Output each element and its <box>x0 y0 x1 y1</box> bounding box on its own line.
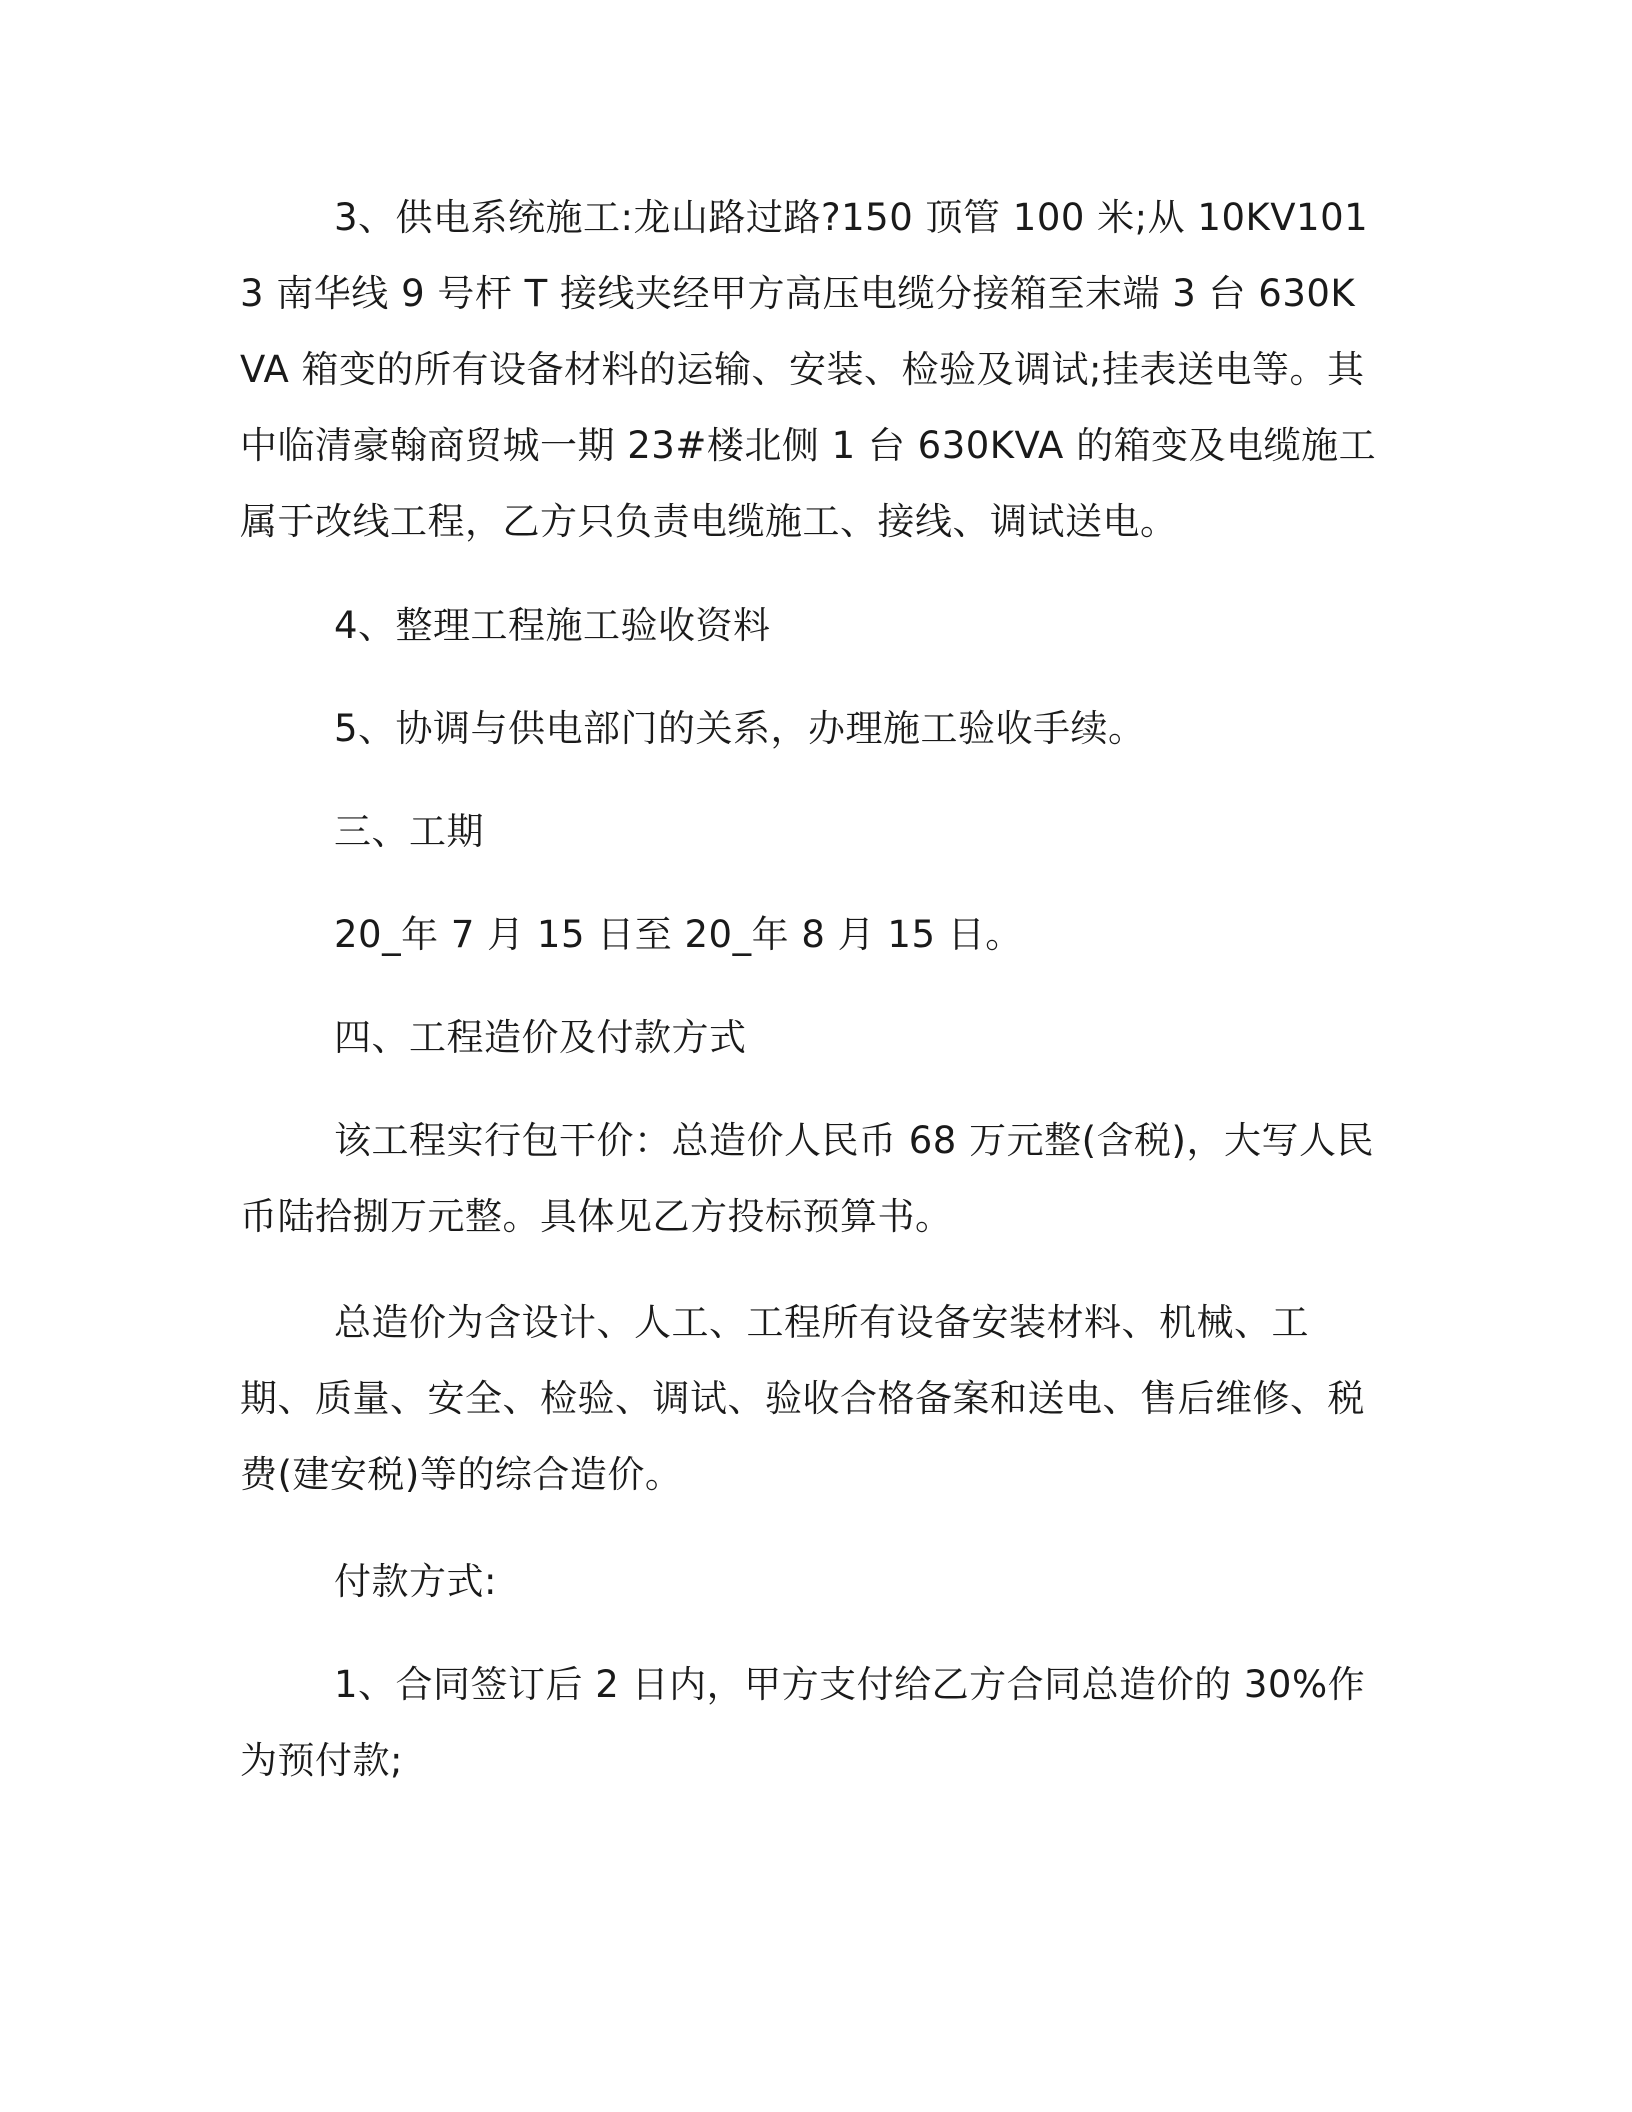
heading-construction-period: 三、工期 <box>334 810 484 853</box>
heading-cost-and-payment: 四、工程造价及付款方式 <box>334 1016 747 1059</box>
paragraph-total-cost-scope: 总造价为含设计、人工、工程所有设备安装材料、机械、工期、质量、安全、检验、调试、验收合格备案和送电、售后维修、税费(建安税)等的综合造价。 <box>240 1301 1365 1496</box>
paragraph-period-dates: 20_年 7 月 15 日至 20_年 8 月 15 日。 <box>334 913 1023 956</box>
paragraph-advance-payment: 1、合同签订后 2 日内，甲方支付给乙方合同总造价的 30%作为预付款; <box>240 1663 1366 1782</box>
paragraph-power-supply-construction: 3、供电系统施工:龙山路过路?150 顶管 100 米;从 10KV1013 南华线 9 号杆 T 接线夹经甲方高压电缆分接箱至末端 3 台 630KVA 箱变的所有设备材料的运输、安装、检验及调试;挂表送电等。其中临清豪翰商贸城一期 23#楼北侧 1 台 630KVA 的箱变及电缆施工属于改线工程，乙方只负责电缆施工、接线、调试送电。 <box>240 196 1377 543</box>
paragraph-acceptance-data: 4、整理工程施工验收资料 <box>334 604 771 647</box>
paragraph-coordination: 5、协调与供电部门的关系，办理施工验收手续。 <box>334 707 1146 750</box>
paragraph-lump-sum-price: 该工程实行包干价：总造价人民币 68 万元整(含税)，大写人民币陆拾捌万元整。具体见乙方投标预算书。 <box>240 1119 1374 1238</box>
heading-payment-method: 付款方式: <box>334 1560 497 1603</box>
